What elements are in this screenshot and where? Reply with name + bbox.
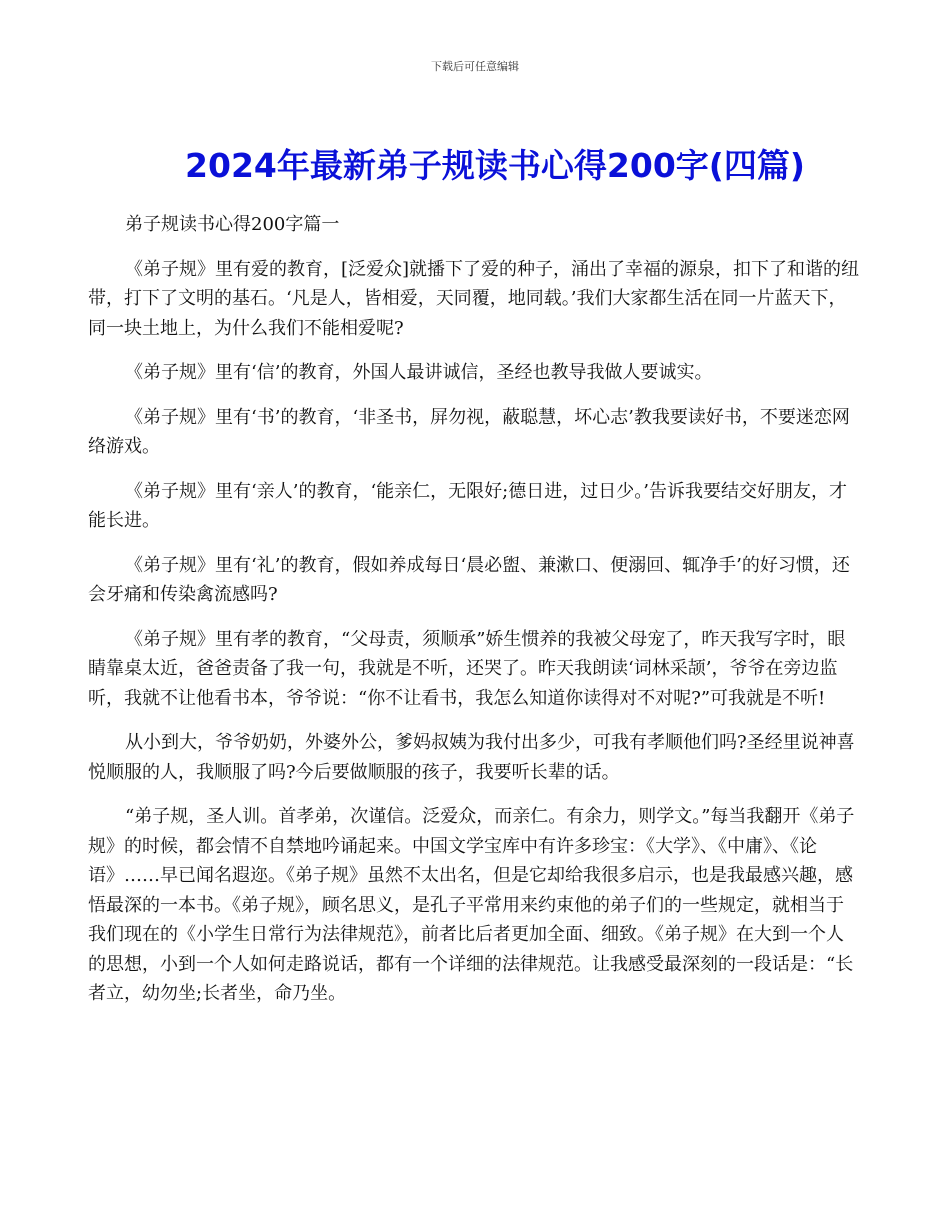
header-note: 下载后可任意编辑 <box>431 60 519 73</box>
paragraph: 《弟子规》里有‘亲人’的教育，‘能亲仁，无限好;德日进，过日少。’告诉我要结交好朋友，才能长进。 <box>88 480 847 531</box>
paragraph: 《弟子规》里有爱的教育，[泛爱众]就播下了爱的种子，涌出了幸福的源泉，扣下了和谐的纽带，打下了文明的基石。‘凡是人，皆相爱，天同覆，地同载。’我们大家都生活在同一片蓝天下，同一块土地上，为什么我们不能相爱呢? <box>88 258 860 339</box>
paragraph: 《弟子规》里有‘信’的教育，外国人最讲诚信，圣经也教导我做人要诚实。 <box>125 362 713 383</box>
paragraph: “弟子规，圣人训。首孝弟，次谨信。泛爱众，而亲仁。有余力，则学文。”每当我翻开《弟子规》的时候，都会情不自禁地吟诵起来。中国文学宝库中有许多珍宝：《大学》、《中庸》、《论语》……早已闻名遐迩。《弟子规》虽然不太出名，但是它却给我很多启示，也是我最感兴趣，感悟最深的一本书。《弟子规》，顾名思义，是孔子平常用来约束他的弟子们的一些规定，就相当于我们现在的《小学生日常行为法律规范》，前者比后者更加全面、细致。《弟子规》在大到一个人的思想，小到一个人如何走路说话，都有一个详细的法律规范。让我感受最深刻的一段话是：“长者立，幼勿坐;长者坐，命乃坐。 <box>88 806 855 1004</box>
paragraph: 《弟子规》里有‘礼’的教育，假如养成每日‘晨必盥、兼漱口、便溺回、辄净手’的好习惯，还会牙痛和传染禽流感吗? <box>88 554 850 605</box>
paragraph: 《弟子规》里有孝的教育，“父母责，须顺承”娇生惯养的我被父母宠了，昨天我写字时，眼睛靠桌太近，爸爸责备了我一句，我就是不听，还哭了。昨天我朗读‘词林采颉’，爷爷在旁边监听，我就不让他看书本，爷爷说：“你不让看书，我怎么知道你读得对不对呢?”可我就是不听! <box>88 628 846 709</box>
document-body <box>88 210 860 1024</box>
document-title: 2024年最新弟子规读书心得200字(四篇) <box>185 146 805 185</box>
paragraph: 《弟子规》里有‘书’的教育，‘非圣书，屏勿视，蔽聪慧，坏心志’教我要读好书，不要迷恋网络游戏。 <box>88 406 850 457</box>
paragraph: 从小到大，爷爷奶奶，外婆外公，爹妈叔姨为我付出多少，可我有孝顺他们吗?圣经里说神喜悦顺服的人，我顺服了吗?今后要做顺服的孩子，我要听长辈的话。 <box>88 732 855 783</box>
section-heading: 弟子规读书心得200字篇一 <box>125 214 340 235</box>
